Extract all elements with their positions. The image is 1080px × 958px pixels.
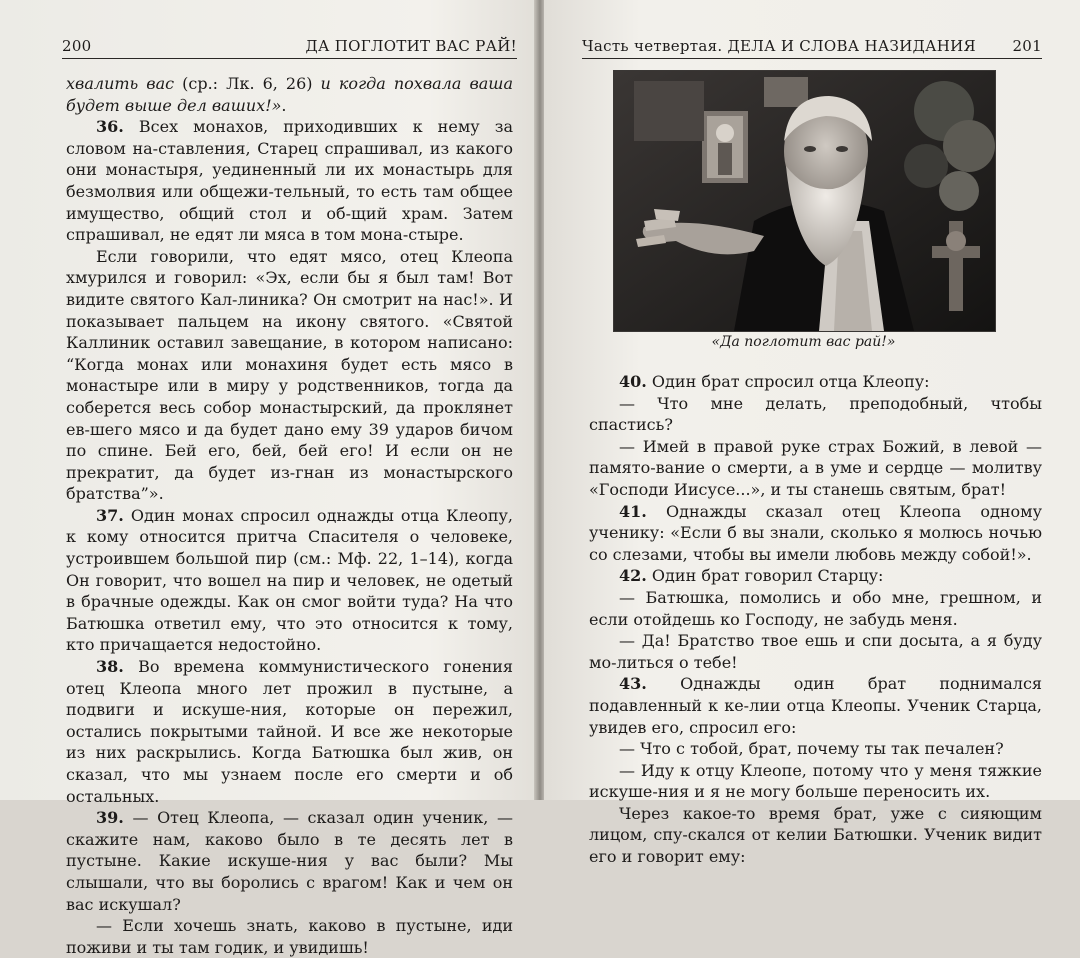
quoted-text: хвалить вас — [66, 74, 175, 93]
left-header-rule — [62, 58, 517, 59]
right-page-number: 201 — [1012, 37, 1042, 55]
left-page-number: 200 — [62, 37, 92, 55]
paragraph-text: — Отец Клеопа, — сказал один ученик, — скажите нам, каково было в те десять лет в пустыне. Какие искуше-ния у вас были? Мы слышали, что вы боролись с врагом! Как и чем он вас искушал? — [66, 808, 513, 914]
paragraph-text: — Что мне делать, преподобный, чтобы спастись? — [589, 393, 1042, 435]
paragraph-text: (ср.: Лк. 6, 26) — [174, 74, 321, 93]
section-number: 39. — [96, 808, 124, 828]
right-paragraph — [589, 501, 1042, 566]
left-paragraph — [66, 656, 513, 807]
right-paragraph — [589, 371, 1042, 393]
paragraph-text: — Если хочешь знать, каково в пустыне, иди поживи и ты там годик, и увидишь! — [66, 916, 513, 957]
right-paragraph — [589, 738, 1042, 760]
left-paragraph — [66, 915, 513, 958]
section-number: 41. — [619, 501, 647, 521]
right-running-title: Часть четвертая. ДЕЛА И СЛОВА НАЗИДАНИЯ — [582, 37, 976, 55]
paragraph-text: — Имей в правой руке страх Божий, в левой — памято-вание о смерти, а в уме и сердце — молитву «Господи Иисусе...», и ты станешь святым, брат! — [589, 436, 1042, 499]
right-paragraph — [589, 587, 1042, 630]
right-header-rule — [582, 58, 1042, 59]
paragraph-text: Один монах спросил однажды отца Клеопу, к кому относится притча Спасителя о человеке, устроившем большой пир (см.: Мф. 22, 1–14), когда Он говорит, что вошел на пир и человек, не одетый в брачные одежды. Как он смог войти туда? На что Батюшка ответил ему, что это относится к тому, кто причащается недостойно. — [66, 505, 513, 655]
paragraph-text: — Иду к отцу Клеопе, потому что у меня тяжкие искуше-ния и я не могу больше переносить их. — [589, 760, 1042, 802]
paragraph-text: — Что с тобой, брат, почему ты так печален? — [619, 739, 1004, 759]
paragraph-text: Один брат говорил Старцу: — [646, 566, 884, 586]
left-paragraph — [66, 807, 513, 915]
left-paragraph — [66, 73, 513, 116]
paragraph-tail: . — [281, 95, 287, 115]
left-paragraph — [66, 505, 513, 656]
elder-photo — [613, 70, 996, 332]
paragraph-text: Если говорили, что едят мясо, отец Клеопа хмурился и говорил: «Эх, если бы я был там! Вот видите святого Кал-линика? Он смотрит на нас!». И показывает пальцем на икону святого. «Святой Каллиник оставил завещание, в котором написано: “Когда монах или монахиня будет есть мясо в монастыре или в миру у родственников, тогда да соберется весь собор монастырский, да проклянет ев-шего мясо и да будет дано ему 39 ударов бичом по спине. Бей его, бей, бей его! И если он не прекратит, да будет из-гнан из монастырского братства”». — [66, 246, 513, 504]
right-paragraph — [589, 393, 1042, 436]
photo-caption: «Да поглотит вас рай!» — [711, 334, 896, 350]
section-number: 36. — [96, 117, 124, 137]
left-paragraph — [66, 246, 513, 505]
left-paragraph — [66, 116, 513, 246]
quoted-text: и когда похвала ваша будет выше дел ваших!» — [66, 74, 513, 115]
right-paragraph — [589, 803, 1042, 868]
left-running-head — [62, 36, 517, 56]
paragraph-text: — Да! Братство твое ешь и спи досыта, а я буду мо-литься о тебе! — [589, 631, 1042, 672]
right-running-head — [582, 36, 1042, 56]
paragraph-text: Однажды один брат поднимался подавленный к ке-лии отца Клеопы. Ученик Старца, увидев его, спросил его: — [589, 674, 1042, 737]
left-running-title: ДА ПОГЛОТИТ ВАС РАЙ! — [305, 37, 517, 55]
section-number: 40. — [619, 372, 647, 391]
right-page — [544, 0, 1080, 867]
paragraph-text: Всех монахов, приходивших к нему за словом на-ставления, Старец спрашивал, из какого они монастыря, уединенный ли их монастырь для безмолвия или общежи-тельный, то есть там общее имущество, общий стол и об-щий храм. Затем спрашивал, не едят ли мяса в том мона-стыре. — [66, 117, 513, 245]
section-number: 43. — [619, 674, 647, 694]
right-page-text — [589, 371, 1042, 868]
paragraph-text: Один брат спросил отца Клеопу: — [646, 372, 930, 391]
right-paragraph — [589, 673, 1042, 738]
right-paragraph — [589, 436, 1042, 501]
section-number: 42. — [619, 566, 647, 586]
paragraph-text: Во времена коммунистического гонения отец Клеопа много лет прожил в пустыне, а подвиги и искуше-ния, которые он пережил, остались покрытыми тайной. И все же некоторые из них раскрылись. Когда Батюшка был жив, он сказал, что мы узнаем после его смерти и об остальных. — [66, 657, 513, 806]
right-paragraph — [589, 760, 1042, 803]
paragraph-text: — Батюшка, помолись и обо мне, грешном, и если отойдешь ко Господу, не забудь меня. — [589, 587, 1042, 629]
right-paragraph — [589, 565, 1042, 587]
paragraph-text: Через какое-то время брат, уже с сияющим лицом, спу-скался от келии Батюшки. Ученик видит его и говорит ему: — [589, 803, 1042, 867]
left-page-text — [66, 73, 513, 958]
right-paragraph — [589, 630, 1042, 673]
paragraph-text: Однажды сказал отец Клеопа одному ученику: «Если б вы знали, сколько я молюсь ночью со слезами, чтобы вы имели любовь между собой!». — [589, 501, 1042, 564]
section-number: 38. — [96, 657, 124, 677]
elder-photo-image — [614, 71, 995, 331]
section-number: 37. — [96, 505, 124, 525]
left-page — [0, 0, 536, 957]
